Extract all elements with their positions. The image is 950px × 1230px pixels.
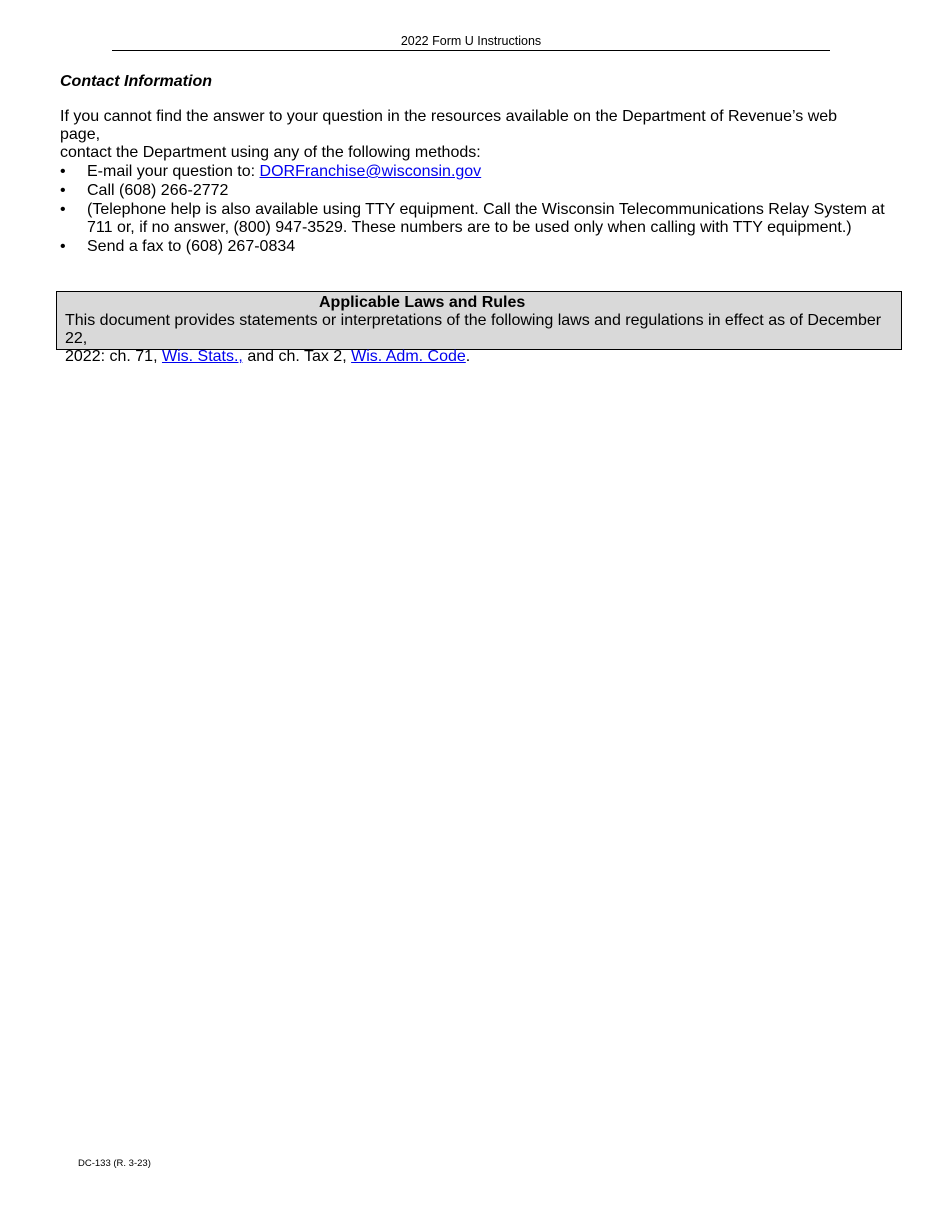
bullet-icon: • — [60, 163, 66, 180]
bullet-icon: • — [60, 201, 66, 218]
applicable-laws-box — [56, 291, 902, 365]
email-link[interactable]: DORFranchise@wisconsin.gov — [259, 163, 482, 180]
bullet-icon: • — [60, 238, 66, 255]
laws-text-line-2-prefix: 2022: ch. 71, — [65, 348, 162, 365]
list-item-tty — [60, 201, 890, 237]
tty-line-2: 711 or, if no answer, (800) 947-3529. These numbers are to be used only when calling with TTY equipment.) — [87, 219, 852, 236]
intro-line-1: If you cannot find the answer to your question in the resources available on the Department of Revenue’s web page, — [60, 108, 838, 143]
wis-adm-code-link[interactable]: Wis. Adm. Code — [351, 348, 466, 365]
laws-text-line-1: This document provides statements or interpretations of the following laws and regulations in effect as of December 22, — [65, 312, 882, 347]
contact-methods-list — [60, 163, 890, 257]
intro-line-2: contact the Department using any of the following methods: — [60, 144, 481, 161]
laws-title: Applicable Laws and Rules — [319, 294, 526, 311]
email-prefix: E-mail your question to: — [87, 163, 260, 180]
bullet-icon: • — [60, 182, 66, 199]
call-text: Call (608) 266-2772 — [87, 182, 229, 199]
laws-text-middle: and ch. Tax 2, — [242, 348, 352, 365]
contact-intro-paragraph — [60, 108, 880, 162]
form-code-footer: DC-133 (R. 3-23) — [78, 1158, 151, 1169]
list-item-email — [60, 163, 890, 181]
page-header — [112, 33, 830, 51]
wis-stats-link[interactable]: Wis. Stats., — [161, 348, 243, 365]
list-item-call — [60, 182, 890, 200]
laws-text-end: . — [465, 348, 471, 365]
list-item-fax — [60, 238, 890, 256]
contact-information-heading: Contact Information — [60, 73, 212, 90]
fax-text: Send a fax to (608) 267-0834 — [87, 238, 296, 255]
page-header-title: 2022 Form U Instructions — [400, 34, 542, 48]
tty-line-1: (Telephone help is also available using TTY equipment. Call the Wisconsin Telecommunications Relay System at — [87, 201, 885, 218]
